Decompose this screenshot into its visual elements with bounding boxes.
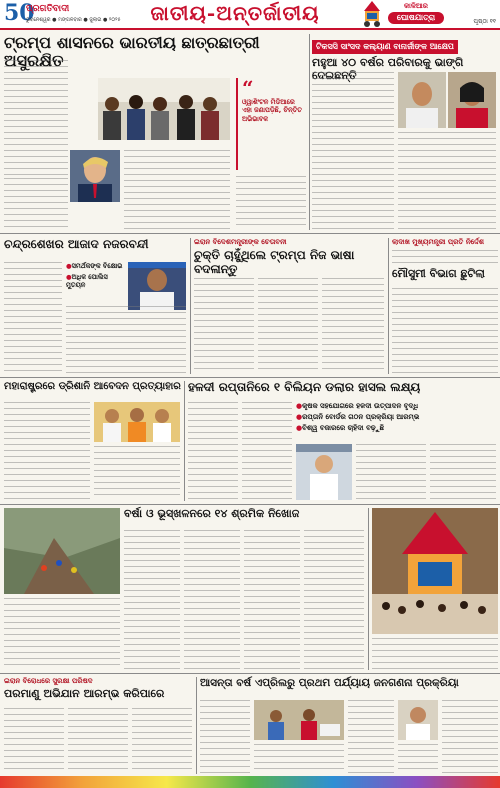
story-chandrasekhar[interactable] [4,238,190,260]
story-headline: ଆସନ୍ତା ବର୍ଷ ଏପ୍ରିଲରୁ ପ୍ରଥମ ପର୍ଯ୍ୟାୟ ଜନଗଣନା ପ୍ରକ୍ରିୟା [200,677,459,689]
story-body-column [66,306,186,374]
politician-photo-1 [398,72,446,128]
color-registration-strip [0,776,500,788]
column-divider [368,508,369,670]
story-nuclear[interactable] [4,677,204,707]
story-bullet: ● ସମର୍ଥକଙ୍କ ବିକ୍ଷୋଭ [66,262,126,270]
story-kicker: ଇରାନ ବିଦେଶମନ୍ତ୍ରୀଙ୍କ ଚେତାବନୀ [194,238,287,246]
story-body-column [258,278,318,374]
story-body-column [244,530,300,670]
story-bullet: ● ଅଧିକ ପୋଲିସ ମୁତୟନ [66,273,126,289]
story-body-column [94,446,180,500]
section-divider [0,377,500,378]
story-body-column [348,700,394,774]
rath-yatra-photo [372,508,498,634]
column-divider [196,677,197,774]
politician-photo-2 [448,72,496,128]
story-body-column [4,708,64,774]
story-body-column [4,262,62,374]
chariot-icon [360,1,384,28]
dateline: ଭୁବନେଶ୍ୱର ● ମଙ୍ଗଳବାର ● ଜୁଲାଇ ● ୨୦୨୫ [26,17,121,23]
story-turmeric-export[interactable] [188,381,498,399]
quote-mark-icon: “ [242,76,254,100]
story-body-column [392,250,498,266]
quote-text: ଓ୍ୱାଶିଂଟନ ମିଡିଆରେ ଏହା ଜଣାପଡ଼ିଛି, ଚିନ୍ତିତ ଅଭିଭାବକ [242,98,302,123]
story-headline: ଟ୍ରମ୍ପ ଶାସନରେ ଭାରତୀୟ ଛାତ୍ରଛାତ୍ରୀ ଅସୁରକ୍ଷିତ [4,33,260,71]
story-iran-warning[interactable] [194,238,384,274]
story-body-column [132,708,192,774]
story-headline: ବର୍ଷା ଓ ଭୂସ୍ଖଳନରେ ୧୪ ଶ୍ରମିକ ନିଖୋଜ [124,507,300,520]
story-body-column [392,288,498,374]
official-photo [398,700,438,740]
promo-line-2: ଘୋଷଯାତ୍ରା [388,12,444,24]
story-body-column [68,708,128,774]
trump-photo [70,150,120,202]
story-body-column [194,278,254,374]
masthead [0,0,500,30]
story-body-column [398,744,438,774]
story-kicker: ଇରାନ ବିରୋଧରେ ସୁରକ୍ଷା ପରିଷଦ [4,677,93,685]
story-body-column [4,402,90,500]
section-divider [0,233,500,234]
story-headline: ପରମାଣୁ ଅଭିଯାନ ଆରମ୍ଭ କରିପାରେ [4,687,165,700]
brand-name: ପ୍ରଗତିବାଦୀ [26,4,70,14]
chandrasekhar-photo [128,262,186,310]
story-landslide[interactable] [124,508,364,526]
story-body-column [254,744,344,774]
story-body-column [430,444,496,500]
story-trump-students[interactable] [4,33,304,71]
story-body-column [188,402,238,500]
story-headline: ହଳଦୀ ରପ୍ତାନିରେ ୧ ବିଲିୟନ ଡଲାର ହାସଲ ଲକ୍ଷ୍ୟ [188,380,421,394]
page-number: ପୃଷ୍ଠା ୧୧ [473,18,496,25]
story-body-column [184,530,240,670]
census-photo [254,700,344,740]
story-bullet: ● କୃଷକ ସହଯୋଗରେ ହଳଦୀ ଉତ୍ପାଦନ ବୃଦ୍ଧି [296,402,496,411]
section-title: ଜାତୀୟ-ଅନ୍ତର୍ଜାତୀୟ [150,1,320,25]
story-body-column [398,132,496,230]
section-divider [0,673,500,674]
story-quote [236,78,306,170]
column-divider [309,34,310,230]
story-headline: ମହୁଆ ୪୦ ବର୍ଷର ପରିବାରକୁ ଭାଙ୍ଗି ଦେଇଛନ୍ତି [312,56,464,82]
landslide-photo [4,508,120,594]
story-body-column [4,178,68,230]
maharashtra-leaders-photo [94,402,180,442]
story-body-column [356,444,426,500]
story-body-column [124,150,230,230]
story-headline: ମହାରାଷ୍ଟ୍ରରେ ଡ୍ରିଶାନି ଆବେଦନ ପ୍ରତ୍ୟାହାର [4,381,181,392]
story-body-column [4,598,120,670]
story-body-column [312,72,394,230]
rath-yatra-promo[interactable] [388,2,444,24]
story-census[interactable] [200,677,498,697]
story-maharashtra[interactable] [4,381,184,399]
photo-caption [372,638,498,670]
story-body-column [242,402,292,500]
story-bullet: ● ବିଶ୍ୱ ବଜାରରେ ଚାହିଦା ବଢ଼ୁଛି [296,424,496,433]
story-headline: ଚନ୍ଦ୍ରଶେଖର ଆଜାଦ ନଜରବନ୍ଦୀ [4,237,149,251]
story-bullets [66,262,126,302]
story-body-column [442,700,498,774]
promo-line-1: କାଳିଆର [404,2,428,10]
story-bullets [296,402,496,442]
anniversary-mark: 50 [4,0,35,26]
story-body-column [200,700,250,774]
story-mahua[interactable] [312,34,498,82]
story-body-column [322,278,384,374]
story-banner: ଟିକସସି ସାଂସଦ କଲ୍ୟାଣ ବାନାର୍ଜୀଙ୍କ ଆକ୍ଷେପ [312,40,458,54]
students-photo [98,78,230,140]
story-bullet: ● ରପ୍ତାନି ବୋର୍ଡର ଗଠନ ପ୍ରକ୍ରିୟା ଆରମ୍ଭ [296,413,496,422]
column-divider [184,381,185,501]
story-kicker: ଲାଦାଖ ମୁଖ୍ୟମନ୍ତ୍ରୀ ପ୍ରତି ନିର୍ଦ୍ଦେଶ [392,238,484,246]
story-body-column [4,60,68,175]
column-divider [190,238,191,374]
column-divider [388,238,389,374]
newspaper-logo[interactable] [4,0,121,28]
story-body-column [236,176,306,230]
story-headline: ମୌସୁମୀ ବିଭାଗ ଛୁଟିଲା [392,267,485,280]
story-headline: ଚୁକ୍ତି ଚାହୁଁଥିଲେ ଟ୍ରମ୍ପ ନିଜ ଭାଷା ବଦଳାନ୍ତୁ [194,248,355,276]
story-body-column [304,530,364,670]
story-mausam[interactable] [392,238,498,282]
story-body-column [124,530,180,670]
section-divider [0,504,500,505]
minister-photo [296,444,352,500]
